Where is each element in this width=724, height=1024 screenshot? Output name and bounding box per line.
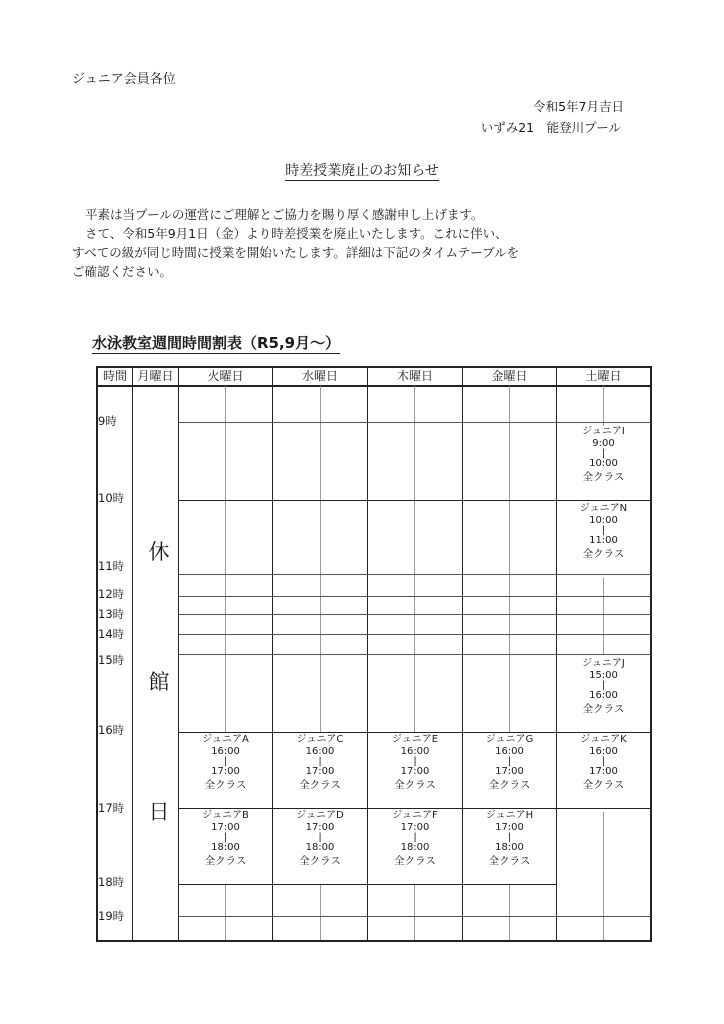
- class-start: 17:00: [400, 822, 430, 833]
- class-level: 全クラス: [582, 471, 625, 483]
- hour-12: 12時: [98, 587, 125, 601]
- time-separator: |: [507, 756, 512, 767]
- body-line-4: ご確認ください。: [72, 264, 173, 279]
- hour-14: 14時: [98, 627, 125, 641]
- time-separator: |: [507, 832, 512, 843]
- class-end: 11:00: [589, 535, 618, 546]
- class-end: 10:00: [589, 458, 618, 469]
- class-cell-junior-f: [368, 810, 462, 867]
- hour-10: 10時: [98, 491, 125, 505]
- class-cell-junior-k: [557, 734, 650, 791]
- class-level: 全クラス: [299, 779, 341, 791]
- addressee: ジュニア会員各位: [72, 72, 176, 87]
- class-name: ジュニアA: [202, 734, 249, 745]
- class-level: 全クラス: [582, 779, 625, 791]
- class-cell-junior-i: [557, 426, 650, 483]
- notice-title: [0, 160, 724, 180]
- time-separator: |: [318, 832, 322, 843]
- time-separator: |: [601, 756, 606, 767]
- timetable-title: [92, 332, 340, 353]
- hour-16: 16時: [98, 723, 125, 737]
- class-cell-junior-e: [368, 734, 462, 791]
- class-name: ジュニアG: [485, 734, 534, 745]
- class-start: 17:00: [305, 822, 335, 833]
- class-end: 18:00: [400, 842, 430, 853]
- class-name: ジュニアN: [579, 503, 628, 514]
- closed-char-1: 休: [148, 540, 170, 564]
- header-monday: 月曜日: [137, 369, 174, 383]
- hour-9: 9時: [98, 414, 117, 428]
- class-level: 全クラス: [299, 855, 341, 867]
- class-level: 全クラス: [488, 779, 531, 791]
- class-start: 16:00: [495, 746, 524, 757]
- hour-11: 11時: [98, 559, 125, 573]
- class-start: 16:00: [400, 746, 430, 757]
- class-start: 16:00: [305, 746, 335, 757]
- hour-15: 15時: [98, 653, 125, 667]
- body-line-2: さて、令和5年9月1日（金）より時差授業を廃止いたします。これに伴い、: [85, 226, 508, 241]
- header-wednesday: 水曜日: [301, 369, 338, 383]
- class-end: 17:00: [305, 766, 335, 777]
- hour-17: 17時: [98, 801, 125, 815]
- class-name: ジュニアI: [582, 426, 625, 437]
- class-end: 18:00: [305, 842, 335, 853]
- class-name: ジュニアB: [202, 810, 249, 821]
- class-cell-junior-g: [463, 734, 556, 791]
- time-separator: |: [223, 756, 228, 767]
- class-cell-junior-c: [273, 734, 367, 791]
- header-friday: 金曜日: [491, 369, 528, 383]
- class-start: 17:00: [495, 822, 524, 833]
- class-level: 全クラス: [582, 703, 625, 715]
- class-end: 16:00: [589, 690, 618, 701]
- closed-char-2: 館: [148, 670, 170, 694]
- timetable: [96, 366, 652, 942]
- class-level: 全クラス: [204, 855, 247, 867]
- hour-18: 18時: [98, 875, 125, 889]
- class-cell-junior-b: [179, 810, 272, 867]
- header-thursday: 木曜日: [396, 369, 433, 383]
- time-separator: |: [601, 525, 606, 536]
- issue-date: 令和5年7月吉日: [533, 99, 624, 114]
- class-start: 17:00: [211, 822, 240, 833]
- class-level: 全クラス: [394, 779, 436, 791]
- hour-13: 13時: [98, 607, 125, 621]
- class-name: ジュニアE: [391, 734, 439, 745]
- header-time: 時間: [102, 369, 127, 383]
- class-start: 15:00: [589, 670, 618, 681]
- class-end: 18:00: [495, 842, 524, 853]
- timetable-title-text: 水泳教室週間時間割表（R5,9月～）: [92, 334, 341, 352]
- class-start: 9:00: [592, 438, 615, 449]
- class-end: 17:00: [589, 766, 618, 777]
- hour-19: 19時: [98, 909, 125, 923]
- class-end: 17:00: [495, 766, 524, 777]
- body-line-3: すべての級が同じ時間に授業を開始いたします。詳細は下記のタイムテーブルを: [72, 245, 520, 260]
- class-end: 18:00: [211, 842, 240, 853]
- body-line-1: 平素は当プールの運営にご理解とご協力を賜り厚く感謝申し上げます。: [85, 207, 484, 222]
- class-name: ジュニアH: [485, 810, 534, 821]
- notice-body: [72, 205, 592, 281]
- closed-char-3: 日: [148, 800, 170, 824]
- notice-title-text: 時差授業廃止のお知らせ: [285, 163, 439, 179]
- class-cell-junior-a: [179, 734, 272, 791]
- class-name: ジュニアK: [580, 734, 627, 745]
- class-level: 全クラス: [488, 855, 531, 867]
- time-separator: |: [318, 756, 322, 767]
- class-level: 全クラス: [394, 855, 436, 867]
- class-name: ジュニアD: [296, 810, 344, 821]
- class-cell-junior-d: [273, 810, 367, 867]
- class-name: ジュニアC: [296, 734, 344, 745]
- class-cell-junior-n: [557, 503, 650, 560]
- class-cell-junior-h: [463, 810, 556, 867]
- time-separator: |: [413, 756, 417, 767]
- class-start: 16:00: [589, 746, 618, 757]
- class-start: 10:00: [589, 515, 618, 526]
- time-separator: |: [413, 832, 417, 843]
- class-name: ジュニアF: [392, 810, 438, 821]
- time-separator: |: [223, 832, 228, 843]
- header-tuesday: 火曜日: [207, 369, 244, 383]
- class-name: ジュニアJ: [582, 658, 625, 669]
- class-end: 17:00: [400, 766, 430, 777]
- header-saturday: 土曜日: [585, 369, 622, 383]
- time-separator: |: [601, 680, 606, 691]
- class-start: 16:00: [211, 746, 240, 757]
- time-separator: |: [601, 448, 606, 459]
- class-level: 全クラス: [582, 548, 625, 560]
- sender: いずみ21 能登川プール: [480, 120, 621, 135]
- class-end: 17:00: [211, 766, 240, 777]
- class-level: 全クラス: [204, 779, 247, 791]
- class-cell-junior-j: [557, 658, 650, 715]
